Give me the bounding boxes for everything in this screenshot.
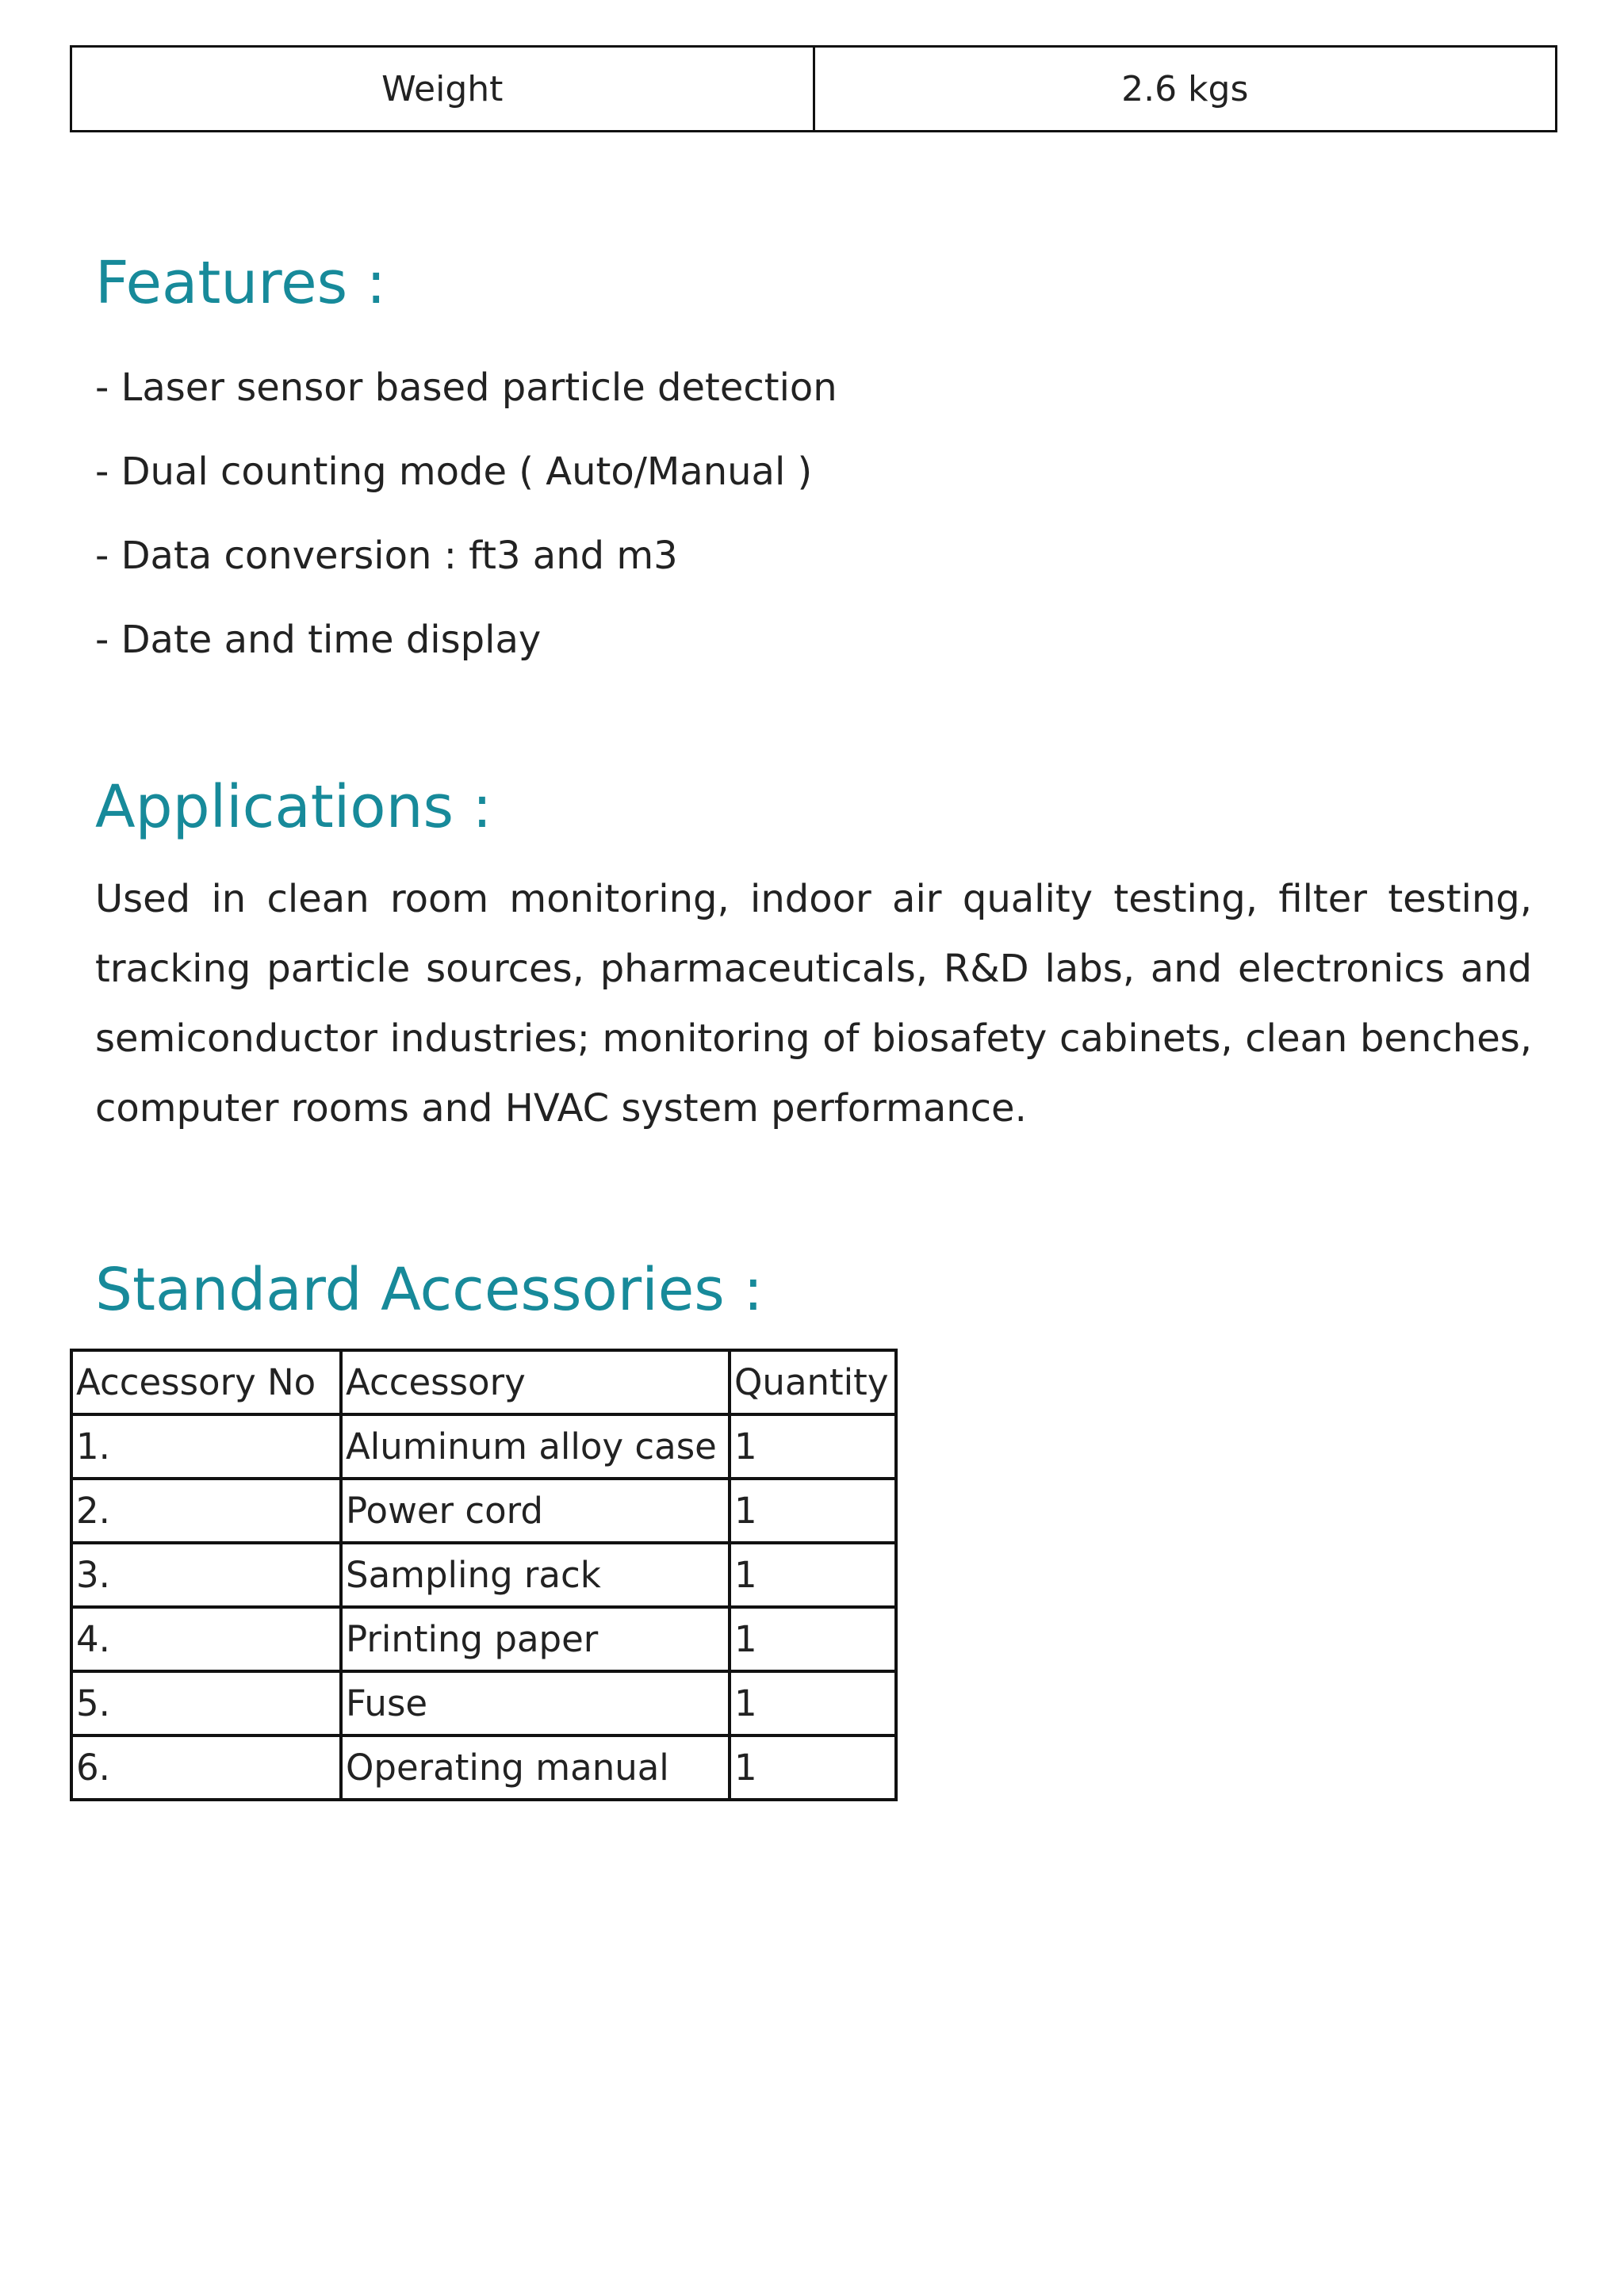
table-row [71, 1543, 896, 1607]
column-header-accessory-no: Accessory No [71, 1350, 341, 1414]
accessory-quantity-cell: 1 [730, 1414, 896, 1479]
accessory-name-cell: Power cord [341, 1479, 730, 1543]
features-heading: Features : [95, 249, 386, 317]
list-item: - Dual counting mode ( Auto/Manual ) [95, 450, 813, 494]
accessory-name-cell: Fuse [341, 1671, 730, 1735]
accessory-quantity-cell: 1 [730, 1735, 896, 1800]
column-header-accessory: Accessory [341, 1350, 730, 1414]
list-item: - Laser sensor based particle detection [95, 365, 837, 410]
table-row [71, 47, 1557, 132]
features-list [95, 346, 837, 682]
applications-text: Used in clean room monitoring, indoor air quality testing, filter testing, tracking particle sources, pharmaceuticals, R&D labs, and electronics and semiconductor industries; monitoring of biosafety cabinets, clean benches, computer rooms and HVAC system performance. [95, 877, 1532, 1131]
accessories-table [70, 1349, 898, 1801]
list-item: - Date and time display [95, 618, 542, 662]
accessory-no-cell: 2. [71, 1479, 341, 1543]
table-row [71, 1671, 896, 1735]
table-row [71, 1607, 896, 1671]
accessories-heading: Standard Accessories : [95, 1256, 764, 1324]
accessory-quantity-cell: 1 [730, 1543, 896, 1607]
accessory-name-cell: Sampling rack [341, 1543, 730, 1607]
spec-value: 2.6 kgs [814, 47, 1557, 132]
table-row [71, 1479, 896, 1543]
table-header-row [71, 1350, 896, 1414]
table-row [71, 1414, 896, 1479]
accessory-name-cell: Printing paper [341, 1607, 730, 1671]
table-row [71, 1735, 896, 1800]
spec-table [70, 45, 1557, 132]
accessory-name-cell: Operating manual [341, 1735, 730, 1800]
accessory-no-cell: 3. [71, 1543, 341, 1607]
list-item: - Data conversion : ft3 and m3 [95, 534, 678, 578]
accessory-name-cell: Aluminum alloy case [341, 1414, 730, 1479]
accessory-no-cell: 1. [71, 1414, 341, 1479]
applications-heading: Applications : [95, 773, 492, 841]
accessory-no-cell: 6. [71, 1735, 341, 1800]
spec-label: Weight [71, 47, 814, 132]
accessory-quantity-cell: 1 [730, 1479, 896, 1543]
accessory-no-cell: 5. [71, 1671, 341, 1735]
accessory-quantity-cell: 1 [730, 1671, 896, 1735]
column-header-quantity: Quantity [730, 1350, 896, 1414]
accessory-quantity-cell: 1 [730, 1607, 896, 1671]
accessory-no-cell: 4. [71, 1607, 341, 1671]
